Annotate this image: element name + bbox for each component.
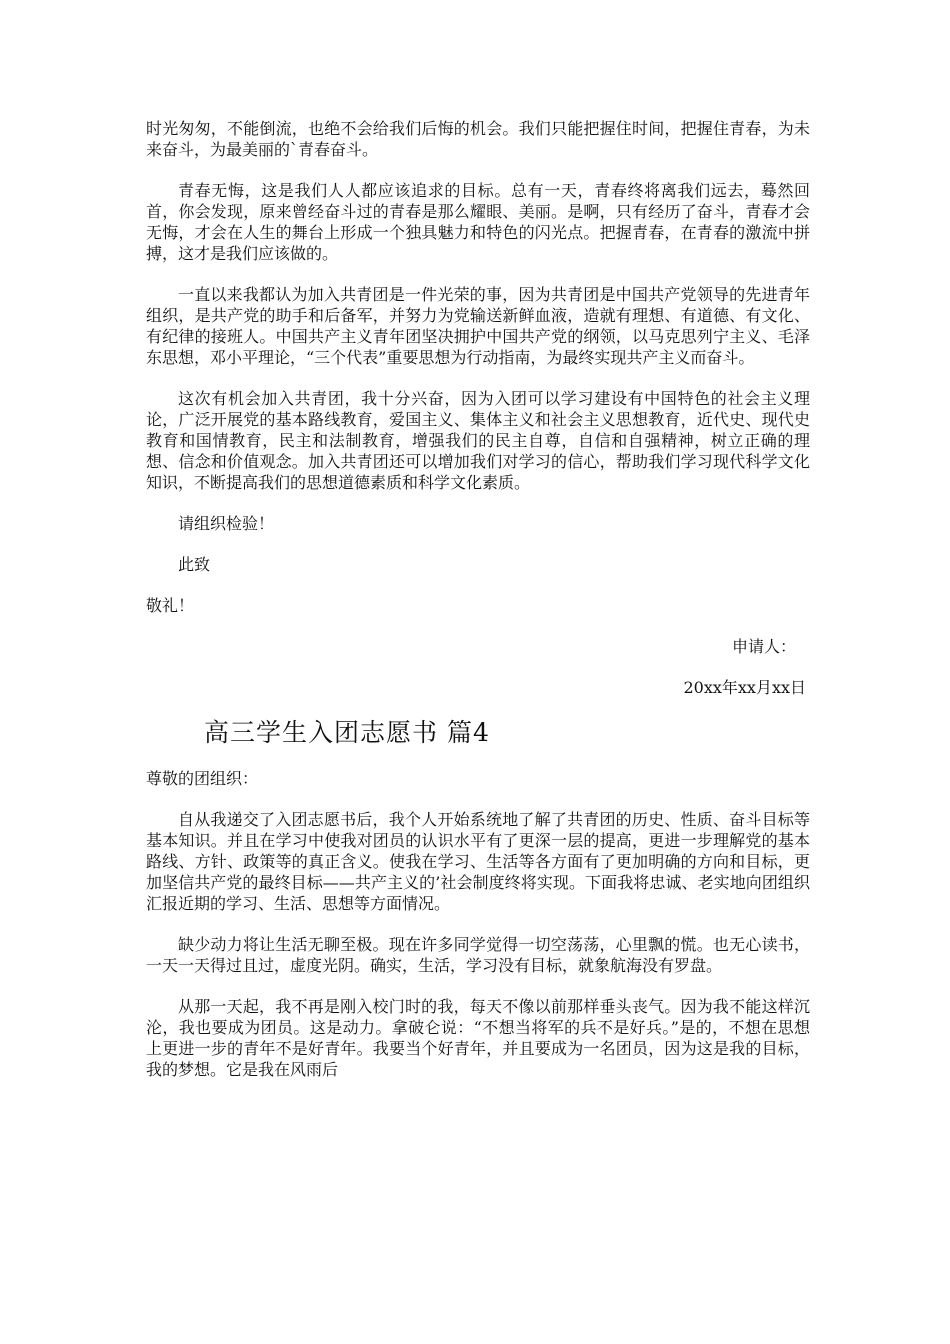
section-title: 高三学生入团志愿书 篇4 <box>204 718 490 747</box>
closing-jingli: 敬礼！ <box>146 596 195 615</box>
salutation: 尊敬的团组织： <box>146 769 259 788</box>
paragraph: 一直以来我都认为加入共青团是一件光荣的事，因为共青团是中国共产党领导的先进青年组织，是共产党的助手和后备军，并努力为党输送新鲜血液，造就有理想、有道德、有文化、有纪律的接班人。中国共产主义青年团坚决拥护中国共产党的纲领，以马克思列宁主义、毛泽东思想，邓小平理论，“三个代表”重要思想为行动指南，为最终实现共产主义而奋斗。 <box>146 285 810 367</box>
paragraph: 这次有机会加入共青团，我十分兴奋，因为入团可以学习建设有中国特色的社会主义理论，广泛开展党的基本路线教育，爱国主义、集体主义和社会主义思想教育，近代史、现代史教育和国情教育，民主和法制教育，增强我们的民主自尊，自信和自强精神，树立正确的理想、信念和价值观念。加入共青团还可以增加我们对学习的信心，帮助我们学习现代科学文化知识，不断提高我们的思想道德素质和科学文化素质。 <box>146 389 810 492</box>
paragraph: 青春无悔，这是我们人人都应该追求的目标。总有一天，青春终将离我们远去，蓦然回首，你会发现，原来曾经奋斗过的青春是那么耀眼、美丽。是啊，只有经历了奋斗，青春才会无悔，才会在人生的舞台上形成一个独具魅力和特色的闪光点。把握青春，在青春的激流中拼搏，这才是我们应该做的。 <box>146 181 810 263</box>
applicant-label: 申请人： <box>731 637 796 656</box>
date-line: 20xx年xx月xx日 <box>683 678 806 697</box>
paragraph: 缺少动力将让生活无聊至极。现在许多同学觉得一切空荡荡，心里飘的慌。也无心读书，一天一天得过且过，虚度光阴。确实，生活，学习没有目标，就象航海没有罗盘。 <box>146 935 810 975</box>
paragraph: 时光匆匆，不能倒流，也绝不会给我们后悔的机会。我们只能把握住时间，把握住青春，为未来奋斗，为最美丽的`青春奋斗。 <box>146 119 810 159</box>
paragraph: 自从我递交了入团志愿书后，我个人开始系统地了解了共青团的历史、性质、奋斗目标等基本知识。并且在学习中使我对团员的认识水平有了更深一层的提高，更进一步理解党的基本路线、方针、政策等的真正含义。使我在学习、生活等各方面有了更加明确的方向和目标，更加坚信共产党的最终目标——共产主义的’社会制度终将实现。下面我将忠诚、老实地向团组织汇报近期的学习、生活、思想等方面情况。 <box>146 810 810 913</box>
closing-request: 请组织检验！ <box>178 514 275 533</box>
paragraph: 从那一天起，我不再是刚入校门时的我，每天不像以前那样垂头丧气。因为我不能这样沉沦，我也要成为团员。这是动力。拿破仑说：“不想当将军的兵不是好兵。”是的，不想在思想上更进一步的青年不是好青年。我要当个好青年，并且要成为一名团员，因为这是我的目标，我的梦想。它是我在风雨后 <box>146 997 810 1079</box>
document-body <box>146 118 810 1080</box>
closing-cizhi: 此致 <box>178 555 211 574</box>
